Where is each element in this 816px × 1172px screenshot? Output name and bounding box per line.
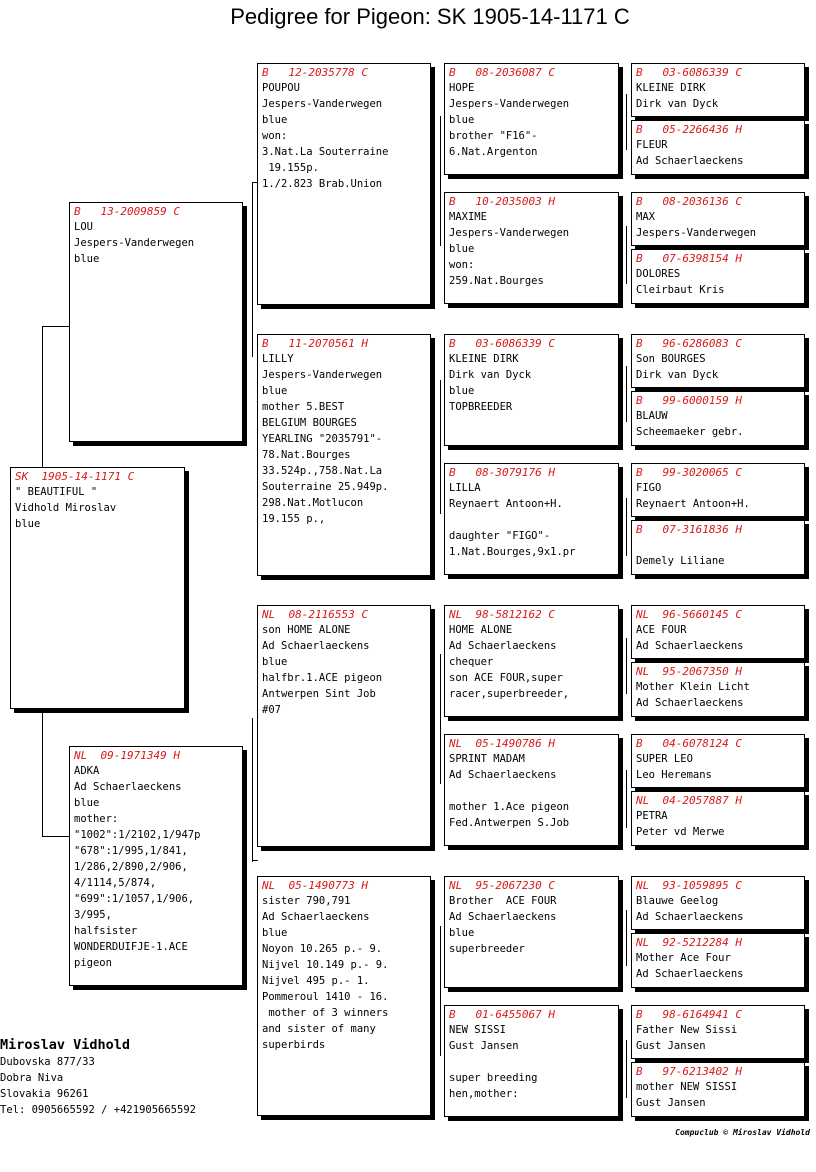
ring-number: B 04-6078124 C: [636, 737, 742, 750]
pigeon-name: HOME ALONE: [449, 624, 513, 636]
pigeon-detail-line: "1002":1/2102,1/947p: [74, 829, 201, 841]
pigeon-detail-line: blue: [15, 518, 41, 530]
pigeon-card-ddd[interactable]: [444, 1005, 619, 1117]
connector-line: [440, 116, 441, 246]
pigeon-detail-line: "678":1/995,1/841,: [74, 845, 188, 857]
pigeon-name: Son BOURGES: [636, 353, 706, 365]
pigeon-detail-line: and sister of many: [262, 1023, 376, 1035]
ring-number: B 08-3079176 H: [449, 466, 555, 479]
pigeon-name: Father New Sissi: [636, 1024, 738, 1036]
pigeon-detail-line: 1.Nat.Bourges,9x1.pr: [449, 546, 576, 558]
pigeon-detail-line: 33.524p.,758.Nat.La: [262, 465, 383, 477]
pigeon-detail-line: blue: [449, 243, 475, 255]
pigeon-name: MAXIME: [449, 211, 487, 223]
pigeon-card-dsds[interactable]: [631, 734, 805, 788]
pigeon-name: Mother Ace Four: [636, 952, 731, 964]
pigeon-detail-line: Souterraine 25.949p.: [262, 481, 389, 493]
pigeon-name: mother NEW SISSI: [636, 1081, 738, 1093]
pigeon-detail-line: Antwerpen Sint Job: [262, 688, 376, 700]
connector-line: [626, 910, 627, 966]
ring-number: B 07-3161836 H: [636, 523, 742, 536]
pigeon-detail-line: "699":1/1057,1/906,: [74, 893, 195, 905]
pigeon-detail-line: 3.Nat.La Souterraine: [262, 146, 389, 158]
ring-number: B 97-6213402 H: [636, 1065, 742, 1078]
pigeon-detail-line: Nijvel 10.149 p.- 9.: [262, 959, 389, 971]
pigeon-detail-line: pigeon: [74, 957, 112, 969]
pigeon-name: Blauwe Geelog: [636, 895, 719, 907]
ring-number: NL 05-1490786 H: [449, 737, 555, 750]
ring-number: B 99-6000159 H: [636, 394, 742, 407]
page-title: Pedigree for Pigeon: SK 1905-14-1171 C: [230, 4, 630, 29]
ring-number: B 01-6455067 H: [449, 1008, 555, 1021]
pigeon-detail-line: Leo Heremans: [636, 769, 712, 781]
pigeon-detail-line: Ad Schaerlaeckens: [636, 911, 744, 923]
pigeon-detail-line: WONDERDUIFJE-1.ACE: [74, 941, 188, 953]
pigeon-detail-line: blue: [262, 385, 288, 397]
ring-number: NL 04-2057887 H: [636, 794, 742, 807]
connector-line: [42, 326, 70, 327]
connector-line: [252, 718, 253, 862]
pigeon-detail-line: Ad Schaerlaeckens: [636, 640, 744, 652]
connector-line: [440, 380, 441, 514]
pigeon-card-sd[interactable]: [257, 334, 431, 576]
pigeon-card-ddsd[interactable]: [631, 933, 805, 988]
pigeon-detail-line: blue: [74, 797, 100, 809]
owner-name: Miroslav Vidhold: [0, 1037, 131, 1053]
pigeon-card-dss[interactable]: [444, 605, 619, 717]
ring-number: B 08-2036136 C: [636, 195, 742, 208]
pigeon-detail-line: Dirk van Dyck: [636, 98, 719, 110]
connector-line: [42, 326, 43, 468]
pigeon-detail-line: Peter vd Merwe: [636, 826, 725, 838]
pigeon-detail-line: blue: [262, 114, 288, 126]
connector-line: [626, 638, 627, 694]
pigeon-detail-line: won:: [262, 130, 288, 142]
pigeon-card-sdds[interactable]: [631, 463, 805, 517]
pigeon-card-ssdd[interactable]: [631, 249, 805, 304]
pigeon-card-subject[interactable]: [10, 467, 185, 709]
pigeon-detail-line: Cleirbaut Kris: [636, 284, 725, 296]
pigeon-detail-line: halfbr.1.ACE pigeon: [262, 672, 383, 684]
pigeon-detail-line: Jespers-Vanderwegen: [262, 369, 383, 381]
pigeon-card-dds[interactable]: [444, 876, 619, 988]
pigeon-detail-line: Dirk van Dyck: [636, 369, 719, 381]
pigeon-name: MAX: [636, 211, 655, 223]
pigeon-name: ADKA: [74, 765, 100, 777]
pigeon-detail-line: mother of 3 winners: [262, 1007, 389, 1019]
pigeon-detail-line: Dirk van Dyck: [449, 369, 532, 381]
pigeon-detail-line: 78.Nat.Bourges: [262, 449, 351, 461]
pigeon-card-dd[interactable]: [257, 876, 431, 1116]
ring-number: B 98-6164941 C: [636, 1008, 742, 1021]
pigeon-name: Brother ACE FOUR: [449, 895, 557, 907]
pigeon-detail-line: daughter "FIGO"-: [449, 530, 551, 542]
pigeon-card-ssds[interactable]: [631, 192, 805, 246]
pigeon-detail-line: chequer: [449, 656, 494, 668]
connector-line: [252, 182, 253, 357]
pigeon-name: DOLORES: [636, 268, 681, 280]
ring-number: B 03-6086339 C: [636, 66, 742, 79]
pigeon-detail-line: brother "F16"-: [449, 130, 538, 142]
pigeon-card-dssd[interactable]: [631, 662, 805, 717]
pigeon-card-dsd[interactable]: [444, 734, 619, 846]
pigeon-name: SUPER LEO: [636, 753, 693, 765]
pigeon-detail-line: Noyon 10.265 p.- 9.: [262, 943, 383, 955]
pigeon-detail-line: 1./2.823 Brab.Union: [262, 178, 383, 190]
pigeon-detail-line: son ACE FOUR,super: [449, 672, 563, 684]
pigeon-detail-line: Scheemaeker gebr.: [636, 426, 744, 438]
pigeon-detail-line: hen,mother:: [449, 1088, 519, 1100]
pigeon-detail-line: Fed.Antwerpen S.Job: [449, 817, 570, 829]
ring-number: B 08-2036087 C: [449, 66, 555, 79]
pigeon-detail-line: Demely Liliane: [636, 555, 725, 567]
connector-line: [626, 1040, 627, 1098]
pigeon-name: HOPE: [449, 82, 475, 94]
pigeon-detail-line: blue: [449, 385, 475, 397]
pigeon-card-sdd[interactable]: [444, 463, 619, 575]
pigeon-detail-line: blue: [262, 656, 288, 668]
pigeon-name: KLEINE DIRK: [449, 353, 519, 365]
connector-line: [626, 498, 627, 556]
owner-address-line: Dubovska 877/33: [0, 1056, 95, 1068]
ring-number: NL 08-2116553 C: [262, 608, 368, 621]
pigeon-detail-line: won:: [449, 259, 475, 271]
pigeon-detail-line: Nijvel 495 p.- 1.: [262, 975, 370, 987]
pigeon-card-dam[interactable]: [69, 746, 243, 986]
ring-number: NL 95-2067350 H: [636, 665, 742, 678]
connector-line: [252, 860, 258, 861]
pigeon-detail-line: blue: [262, 927, 288, 939]
connector-line: [626, 94, 627, 150]
pigeon-detail-line: 3/995,: [74, 909, 112, 921]
pigeon-detail-line: Gust Jansen: [636, 1097, 706, 1109]
ring-number: B 10-2035003 H: [449, 195, 555, 208]
pigeon-detail-line: blue: [74, 253, 100, 265]
pigeon-detail-line: Pommeroul 1410 - 16.: [262, 991, 389, 1003]
ring-number: B 12-2035778 C: [262, 66, 368, 79]
pigeon-name: SPRINT MADAM: [449, 753, 525, 765]
pigeon-name: LOU: [74, 221, 93, 233]
pigeon-name: [636, 537, 800, 553]
pigeon-card-ssd[interactable]: [444, 192, 619, 304]
pigeon-card-sssd[interactable]: [631, 120, 805, 175]
pigeon-name: NEW SISSI: [449, 1024, 506, 1036]
ring-number: NL 98-5812162 C: [449, 608, 555, 621]
pigeon-card-sdsd[interactable]: [631, 391, 805, 446]
ring-number: NL 09-1971349 H: [74, 749, 180, 762]
pigeon-detail-line: superbreeder: [449, 943, 525, 955]
pigeon-detail-line: Ad Schaerlaeckens: [636, 697, 744, 709]
pigeon-name: LILLA: [449, 482, 481, 494]
pigeon-card-sdss[interactable]: [631, 334, 805, 388]
pigeon-detail-line: 298.Nat.Motlucon: [262, 497, 364, 509]
pigeon-detail-line: 6.Nat.Argenton: [449, 146, 538, 158]
pigeon-name: POUPOU: [262, 82, 300, 94]
connector-line: [440, 926, 441, 1056]
pigeon-card-sire[interactable]: [69, 202, 243, 442]
pigeon-detail-line: Reynaert Antoon+H.: [636, 498, 750, 510]
pigeon-detail-line: 259.Nat.Bourges: [449, 275, 544, 287]
pigeon-detail-line: Ad Schaerlaeckens: [449, 640, 557, 652]
ring-number: B 13-2009859 C: [74, 205, 180, 218]
pigeon-name: ACE FOUR: [636, 624, 687, 636]
pigeon-detail-line: super breeding: [449, 1072, 538, 1084]
pigeon-name: FIGO: [636, 482, 662, 494]
pigeon-detail-line: Ad Schaerlaeckens: [262, 640, 370, 652]
ring-number: NL 92-5212284 H: [636, 936, 742, 949]
ring-number: NL 93-1059895 C: [636, 879, 742, 892]
pigeon-detail-line: Jespers-Vanderwegen: [449, 98, 570, 110]
pigeon-name: Mother Klein Licht: [636, 681, 750, 693]
connector-line: [42, 712, 43, 836]
pigeon-name: sister 790,791: [262, 895, 351, 907]
ring-number: NL 05-1490773 H: [262, 879, 368, 892]
owner-info: [0, 1036, 196, 1118]
pigeon-card-ds[interactable]: [257, 605, 431, 847]
pigeon-name: " BEAUTIFUL ": [15, 486, 98, 498]
pigeon-detail-line: Jespers-Vanderwegen: [636, 227, 757, 239]
pigeon-detail-line: halfsister: [74, 925, 138, 937]
pigeon-detail-line: #07: [262, 704, 281, 716]
ring-number: NL 95-2067230 C: [449, 879, 555, 892]
pigeon-detail-line: blue: [449, 927, 475, 939]
pigeon-name: PETRA: [636, 810, 668, 822]
pigeon-detail-line: blue: [449, 114, 475, 126]
connector-line: [626, 226, 627, 284]
footer-credit: Compuclub © Miroslav Vidhold: [675, 1128, 810, 1137]
pigeon-name: son HOME ALONE: [262, 624, 351, 636]
pigeon-detail-line: Gust Jansen: [636, 1040, 706, 1052]
pigeon-card-ddss[interactable]: [631, 876, 805, 930]
pigeon-detail-line: 19.155 p.,: [262, 513, 326, 525]
pigeon-detail-line: mother:: [74, 813, 119, 825]
pigeon-card-dsss[interactable]: [631, 605, 805, 659]
pigeon-name: FLEUR: [636, 139, 668, 151]
pigeon-detail-line: racer,superbreeder,: [449, 688, 570, 700]
pigeon-detail-line: mother 1.Ace pigeon: [449, 801, 570, 813]
pigeon-card-sss[interactable]: [444, 63, 619, 175]
pigeon-card-sds[interactable]: [444, 334, 619, 446]
pigeon-card-dddd[interactable]: [631, 1062, 805, 1117]
owner-phone: Tel: 0905665592 / +421905665592: [0, 1104, 196, 1116]
pigeon-name: KLEINE DIRK: [636, 82, 706, 94]
pigeon-detail-line: BELGIUM BOURGES: [262, 417, 357, 429]
pigeon-detail-line: [449, 783, 614, 799]
pigeon-detail-line: Reynaert Antoon+H.: [449, 498, 563, 510]
connector-line: [42, 836, 70, 837]
pigeon-detail-line: Ad Schaerlaeckens: [262, 911, 370, 923]
pigeon-detail-line: Ad Schaerlaeckens: [636, 155, 744, 167]
connector-line: [626, 366, 627, 422]
pigeon-detail-line: [449, 512, 614, 528]
pigeon-detail-line: YEARLING "2035791"-: [262, 433, 383, 445]
owner-address-line: Slovakia 96261: [0, 1088, 89, 1100]
pigeon-detail-line: 4/1114,5/874,: [74, 877, 157, 889]
pigeon-detail-line: 19.155p.: [262, 162, 319, 174]
ring-number: B 99-3020065 C: [636, 466, 742, 479]
ring-number: B 07-6398154 H: [636, 252, 742, 265]
pigeon-card-sddd[interactable]: [631, 520, 805, 575]
connector-line: [626, 770, 627, 828]
ring-number: B 03-6086339 C: [449, 337, 555, 350]
ring-number: B 05-2266436 H: [636, 123, 742, 136]
pigeon-card-dsdd[interactable]: [631, 791, 805, 846]
pigeon-detail-line: Jespers-Vanderwegen: [262, 98, 383, 110]
pigeon-detail-line: Ad Schaerlaeckens: [449, 911, 557, 923]
ring-number: B 96-6286083 C: [636, 337, 742, 350]
pigeon-card-ssss[interactable]: [631, 63, 805, 117]
pigeon-detail-line: Ad Schaerlaeckens: [74, 781, 182, 793]
pigeon-detail-line: [449, 1054, 614, 1070]
connector-line: [440, 654, 441, 784]
pigeon-card-ddds[interactable]: [631, 1005, 805, 1059]
pigeon-detail-line: superbirds: [262, 1039, 326, 1051]
pigeon-detail-line: TOPBREEDER: [449, 401, 513, 413]
pigeon-detail-line: Jespers-Vanderwegen: [449, 227, 570, 239]
pigeon-name: LILLY: [262, 353, 294, 365]
pigeon-detail-line: Gust Jansen: [449, 1040, 519, 1052]
pigeon-detail-line: Ad Schaerlaeckens: [636, 968, 744, 980]
ring-number: NL 96-5660145 C: [636, 608, 742, 621]
pigeon-card-ss[interactable]: [257, 63, 431, 305]
pigeon-detail-line: mother 5.BEST: [262, 401, 345, 413]
pigeon-name: BLAUW: [636, 410, 668, 422]
owner-address-line: Dobra Niva: [0, 1072, 64, 1084]
pigeon-detail-line: Jespers-Vanderwegen: [74, 237, 195, 249]
ring-number: B 11-2070561 H: [262, 337, 368, 350]
ring-number: SK 1905-14-1171 C: [15, 470, 135, 483]
pigeon-detail-line: 1/286,2/890,2/906,: [74, 861, 188, 873]
pigeon-detail-line: Vidhold Miroslav: [15, 502, 117, 514]
pigeon-detail-line: Ad Schaerlaeckens: [449, 769, 557, 781]
